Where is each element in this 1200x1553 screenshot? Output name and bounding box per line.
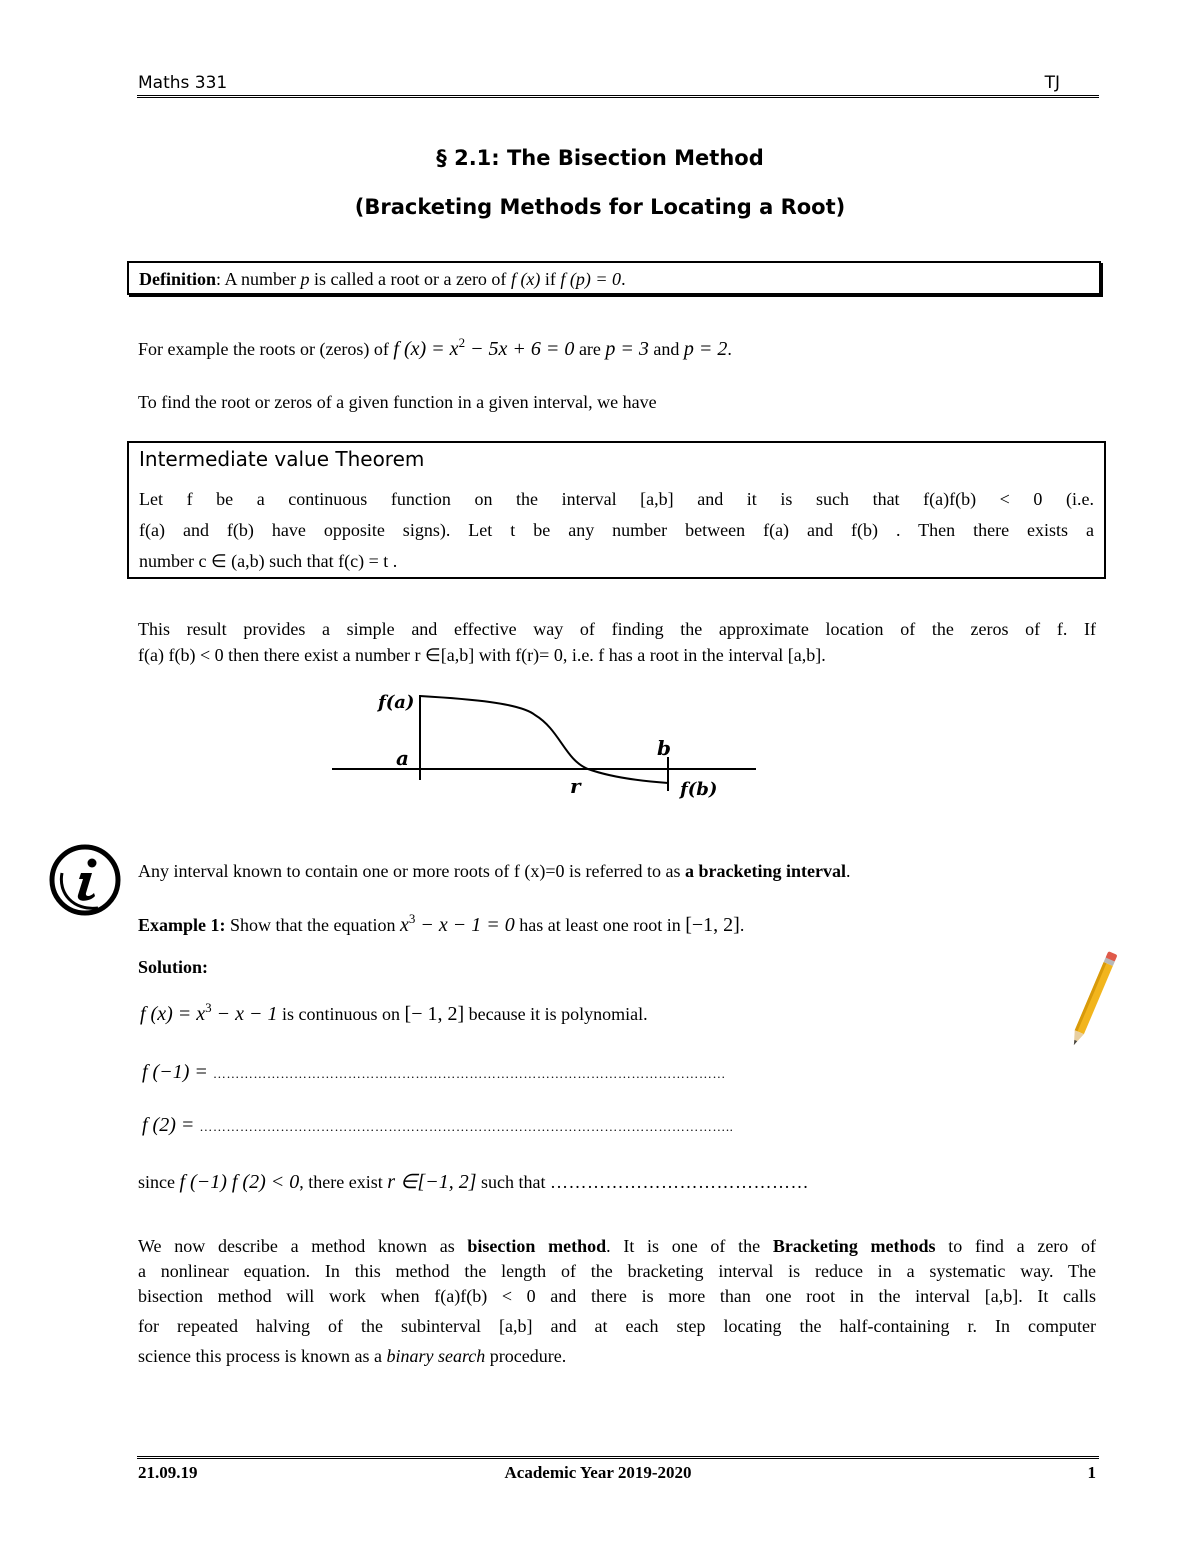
math: f (x) = x — [140, 1003, 206, 1025]
answer-blank[interactable]: ……………………………………………………………………………………………………….. — [199, 1119, 734, 1134]
pencil-icon — [1062, 945, 1124, 1055]
definition-part: is called a root or a zero of — [314, 269, 511, 289]
info-icon — [48, 843, 122, 917]
header-initials: TJ — [1044, 73, 1060, 93]
math-root1: p = 3 — [605, 338, 649, 360]
definition-end: . — [621, 269, 626, 289]
math-exp: 3 — [408, 911, 416, 926]
bold-term: bisection method — [467, 1236, 607, 1256]
bisection-line: a nonlinear equation. In this method the length of the bracketing interval is reduce in a systematic way. The — [138, 1261, 1096, 1281]
page-title: § 2.1: The Bisection Method — [436, 146, 764, 170]
text: because it is polynomial. — [468, 1004, 648, 1024]
theorem-title: Intermediate value Theorem — [139, 447, 425, 471]
definition-fp: f (p) = 0 — [560, 269, 622, 289]
definition-part: : A number — [216, 269, 301, 289]
definition-label: Definition — [139, 269, 217, 289]
math: f (−1) f (2) < 0 — [179, 1171, 300, 1193]
text: . It is one of the — [606, 1236, 773, 1256]
f-2-line — [142, 1114, 733, 1137]
definition-text — [139, 269, 626, 290]
text: For example the roots or (zeros) of — [138, 339, 394, 359]
footer-academic-year: Academic Year 2019-2020 — [504, 1463, 692, 1482]
text: to find a zero of — [935, 1236, 1097, 1256]
text: , there exist — [299, 1172, 388, 1192]
bracketing-note — [138, 861, 850, 882]
header-rule — [137, 95, 1099, 98]
theorem-box — [127, 441, 1106, 579]
page-number: 1 — [1087, 1463, 1096, 1482]
footer-rule — [137, 1456, 1099, 1459]
text: Any interval known to contain one or more roots of f (x)=0 is referred to as — [138, 861, 685, 881]
bisection-line: bisection method will work when f(a)f(b) < 0 and there is more than one root in the interval [a,b]. It calls — [138, 1286, 1096, 1306]
root-figure — [320, 675, 770, 815]
intro-text: To find the root or zeros of a given function in a given interval, we have — [138, 392, 657, 412]
text: such that — [481, 1172, 550, 1192]
definition-fx: f (x) — [510, 269, 541, 289]
result-line: This result provides a simple and effective way of finding the approximate location of the zeros of f. If — [138, 619, 1096, 639]
math: f (−1) = — [142, 1061, 213, 1083]
definition-part: if — [544, 269, 561, 289]
math-poly: − 5x + 6 = 0 — [465, 338, 575, 360]
math: r ∈[−1, 2] — [387, 1171, 477, 1193]
math: − x − 1 = 0 — [415, 914, 515, 936]
definition-box — [127, 261, 1101, 295]
example1-line — [138, 911, 745, 937]
example-roots-line — [138, 335, 732, 361]
math-interval: [−1, 2] — [685, 914, 740, 936]
math-root2: p = 2 — [683, 338, 728, 360]
text: is continuous on — [282, 1004, 405, 1024]
text: . — [845, 861, 851, 881]
footer-date: 21.09.19 — [138, 1463, 198, 1482]
bisection-line: for repeated halving of the subinterval [a,b] and at each step locating the half-containing r. In computer — [138, 1316, 1096, 1336]
theorem-line: f(a) and f(b) have opposite signs). Let t be any number between f(a) and f(b) . Then there exists a — [139, 520, 1094, 540]
page-subtitle: (Bracketing Methods for Locating a Root) — [354, 195, 846, 219]
label-fa: f(a) — [378, 692, 415, 713]
example-label: Example 1: — [138, 915, 226, 935]
bold-term: Bracketing methods — [772, 1236, 936, 1256]
text: and — [653, 339, 684, 359]
math: − x − 1 — [211, 1003, 278, 1025]
math: x — [399, 914, 409, 936]
text: has at least one root in — [519, 915, 686, 935]
bisection-line — [138, 1346, 1096, 1367]
label-fb: f(b) — [680, 779, 718, 800]
answer-blank[interactable]: …………………………………… — [550, 1172, 809, 1192]
since-line — [138, 1169, 809, 1194]
solution-label: Solution: — [138, 957, 209, 977]
text: are — [578, 339, 606, 359]
text: science this process is known as a — [138, 1346, 387, 1366]
label-b: b — [657, 736, 671, 760]
math-interval: [− 1, 2] — [404, 1003, 465, 1025]
theorem-line: number c ∈ (a,b) such that f(c) = t . — [139, 551, 398, 571]
text: since — [138, 1172, 180, 1192]
text: Show that the equation — [225, 915, 400, 935]
math: f (2) = — [142, 1114, 200, 1136]
math-fx: f (x) = x — [393, 338, 459, 360]
text: We now describe a method known as — [138, 1236, 468, 1256]
bisection-line — [138, 1236, 1096, 1257]
result-line: f(a) f(b) < 0 then there exist a number r ∈[a,b] with f(r)= 0, i.e. f has a root in the interval [a,b]. — [138, 645, 826, 665]
definition-var: p — [300, 269, 310, 289]
f-minus1-line — [142, 1061, 726, 1084]
header-course: Maths 331 — [138, 73, 228, 93]
text: procedure. — [485, 1346, 567, 1366]
theorem-line: Let f be a continuous function on the interval [a,b] and it is such that f(a)f(b) < 0 (i.e. — [139, 489, 1094, 509]
label-r: r — [570, 774, 581, 798]
italic-term: binary search — [386, 1346, 486, 1366]
math-exp: 3 — [205, 1000, 212, 1015]
solution-line1 — [140, 1000, 648, 1026]
answer-blank[interactable]: …………………………………………………………………………………………………… — [212, 1066, 726, 1081]
bold-term: a bracketing interval — [685, 861, 846, 881]
text: . — [739, 915, 745, 935]
label-a: a — [396, 746, 409, 770]
text: . — [727, 339, 732, 359]
math-exp: 2 — [458, 335, 466, 350]
